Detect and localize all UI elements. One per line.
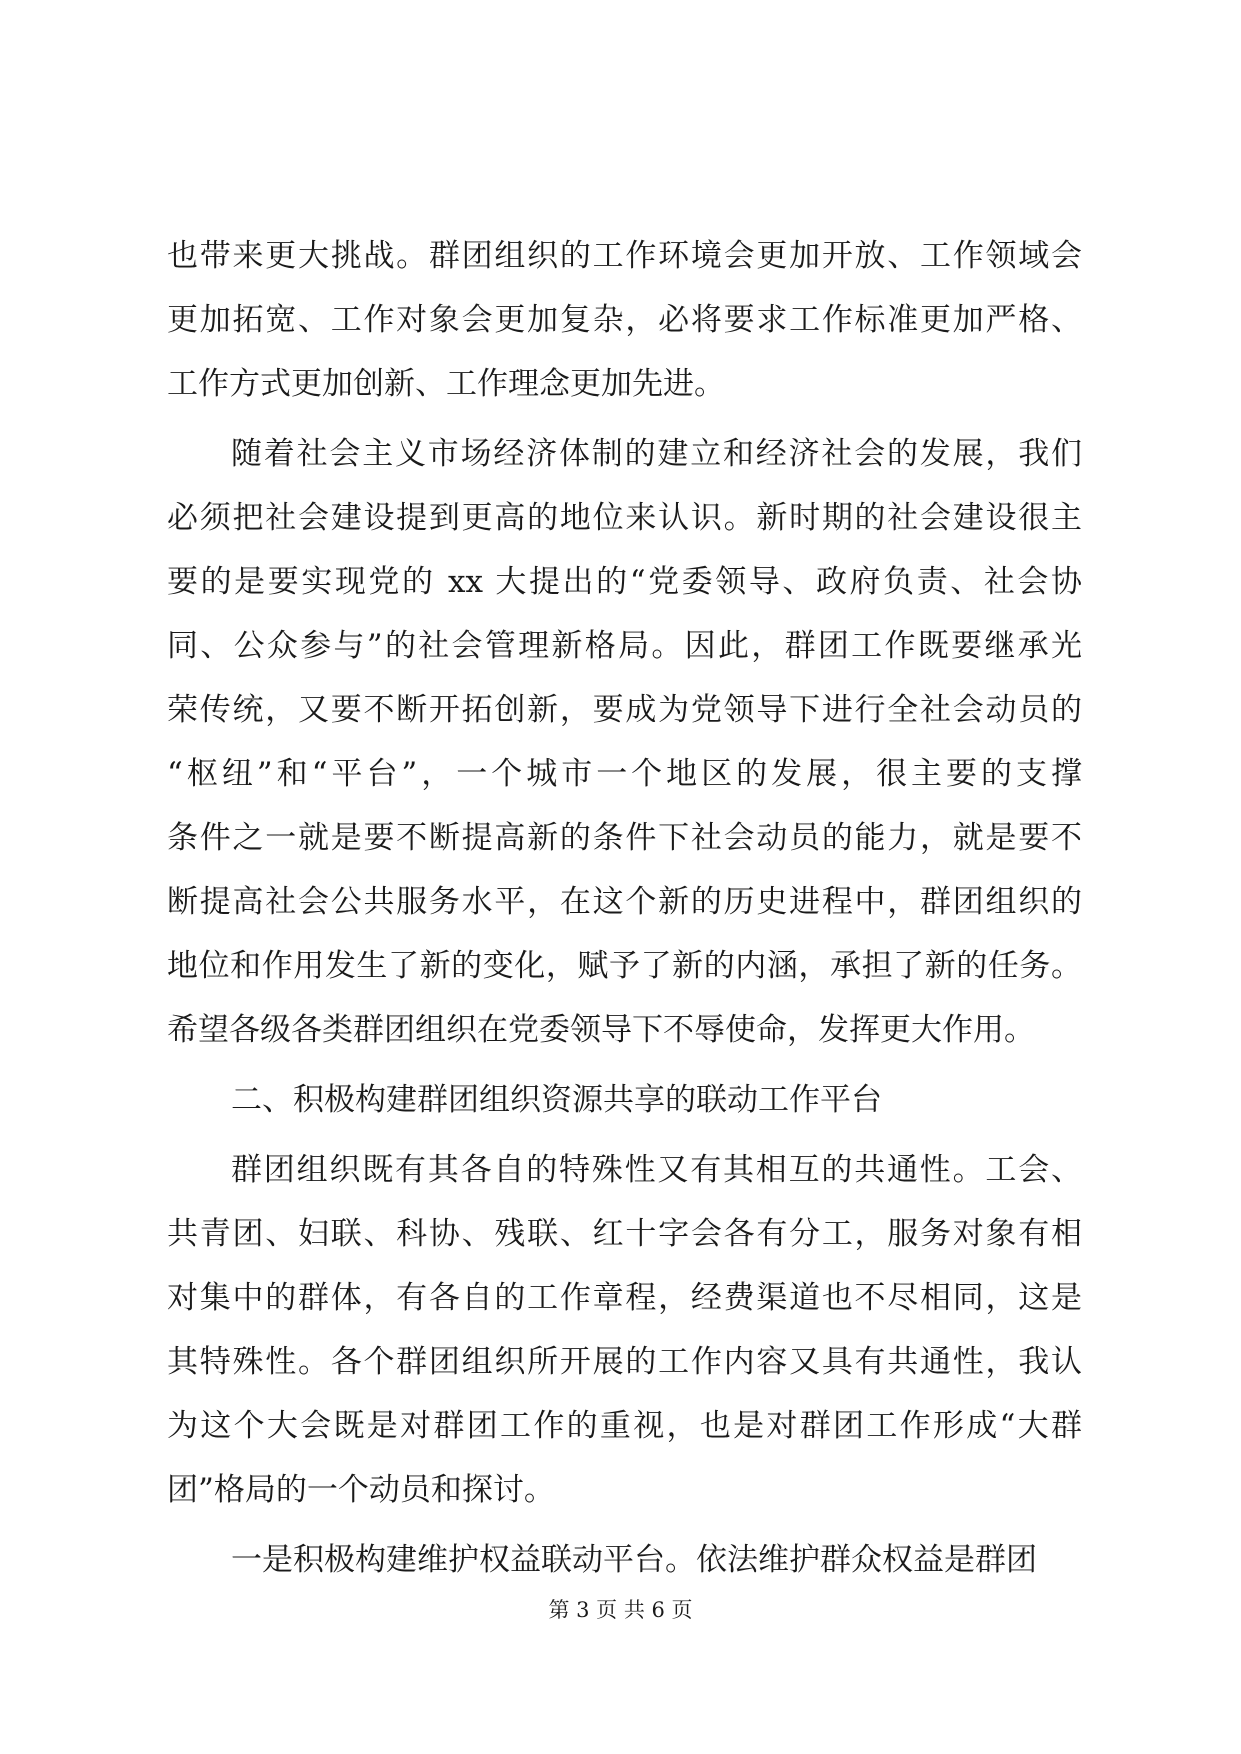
text-line: 二、积极构建群团组织资源共享的联动工作平台 (231, 1082, 882, 1118)
text-line: 必须把社会建设提到更高的地位来认识。新时期的社会建设很主 (167, 500, 1082, 536)
text-line: 群团组织既有其各自的特殊性又有其相互的共通性。工会、 (231, 1152, 1082, 1188)
text-line: 工作方式更加创新、工作理念更加先进。 (167, 366, 725, 402)
text-line: 要的是要实现党的 xx 大提出的“党委领导、政府负责、社会协 (167, 564, 1082, 600)
text-line: 也带来更大挑战。群团组织的工作环境会更加开放、工作领域会 (167, 238, 1082, 274)
text-line: 同、公众参与”的社会管理新格局。因此，群团工作既要继承光 (167, 628, 1082, 664)
paragraph (167, 1068, 1082, 1132)
paragraph (167, 422, 1082, 1062)
text-line: 为这个大会既是对群团工作的重视，也是对群团工作形成“大群 (167, 1408, 1082, 1444)
body-text (167, 224, 1082, 1592)
text-line: 随着社会主义市场经济体制的建立和经济社会的发展，我们 (231, 436, 1082, 472)
paragraph (167, 1138, 1082, 1522)
paragraph (167, 224, 1082, 416)
text-line: 断提高社会公共服务水平，在这个新的历史进程中，群团组织的 (167, 884, 1082, 920)
text-line: 团”格局的一个动员和探讨。 (167, 1472, 555, 1508)
text-line: 共青团、妇联、科协、残联、红十字会各有分工，服务对象有相 (167, 1216, 1082, 1252)
paragraph (167, 1528, 1082, 1592)
text-line: 对集中的群体，有各自的工作章程，经费渠道也不尽相同，这是 (167, 1280, 1082, 1316)
text-line: 一是积极构建维护权益联动平台。依法维护群众权益是群团 (231, 1542, 1037, 1578)
text-line: 更加拓宽、工作对象会更加复杂，必将要求工作标准更加严格、 (167, 302, 1082, 338)
page-footer: 第 3 页 共 6 页 (548, 1598, 693, 1622)
text-line: 地位和作用发生了新的变化，赋予了新的内涵，承担了新的任务。 (167, 948, 1082, 984)
text-line: 其特殊性。各个群团组织所开展的工作内容又具有共通性，我认 (167, 1344, 1082, 1380)
text-line: “枢纽”和“平台”，一个城市一个地区的发展，很主要的支撑 (167, 756, 1082, 792)
text-line: 希望各级各类群团组织在党委领导下不辱使命，发挥更大作用。 (167, 1012, 1035, 1048)
text-line: 荣传统，又要不断开拓创新，要成为党领导下进行全社会动员的 (167, 692, 1082, 728)
text-line: 条件之一就是要不断提高新的条件下社会动员的能力，就是要不 (167, 820, 1082, 856)
